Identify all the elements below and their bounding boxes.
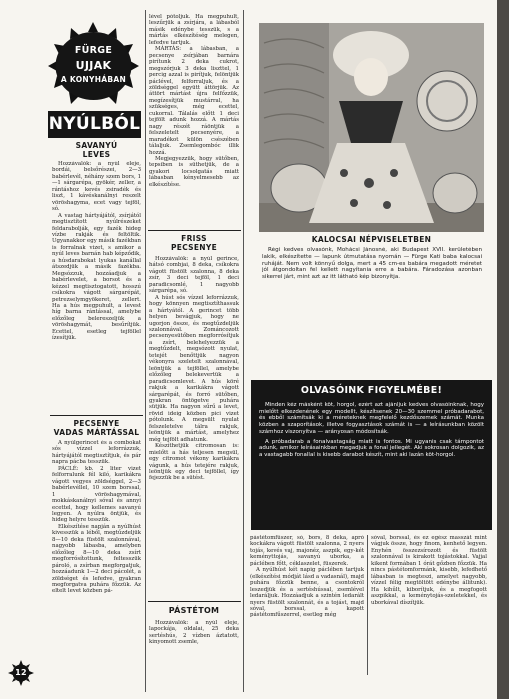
vadas-continued-text: [149, 14, 239, 230]
pastetom-method-col1: [250, 535, 364, 675]
pastetom-ingredients-cont: pástétomfűszer, só, bors, 8 deka, apró kockákra vágott füstölt szalonna, 2 nyers tojás, kevés vaj, majonéz, aszpik, egy-két keményttojás, savanyú uborka, a páclében főtt, céklaszelet, füszerek.: [250, 535, 364, 567]
divider-mid-2: [148, 601, 241, 602]
friss-lemon: Készíthetjük citromosan is: mielőtt a hás teljesen megsül, egy citromot vékony karikákra vágunk, a hús tetejére rakjuk, leöntjük egy deci tejföllel, így fejezzük be a sütést.: [149, 443, 239, 482]
note-oven: Megjegyezzük, hogy sütőben, tepsiben is süthetjük, de a gyakori locsolgatás miatt lábasban kényelmesebb az elkészítése.: [149, 155, 239, 188]
photo-caption-title: KALOCSAI NÉPVISELETBEN: [311, 235, 432, 244]
pastetom-title: PÁSTÉTOM: [168, 606, 220, 615]
logo-text-line2: UJJAK: [75, 59, 112, 72]
page-number: 12: [15, 668, 27, 677]
soup-title-1: SAVANYÚ: [75, 141, 118, 150]
pecsenye-intro: A nyúlgerincet és a combokat sós vízzel leforrázzuk, hártyájától megtisztítjuk, és pár napra pácba tesszük.: [52, 440, 141, 466]
column-separator-3: [367, 535, 368, 675]
divider-left-1: [50, 415, 143, 416]
pastetom-ingredients-text: [149, 620, 239, 670]
logo-text-line3: A KONYHÁBAN: [60, 75, 127, 84]
pastetom-method: A nyúlhúst két napig páclében tartjuk (elkészítési módját lásd a vadasnál), majd puhára főzzük benne, a csontokról leszedjük és a sertéshússal, zsemlével ledaráljuk. Hozzáadjuk a szintén ledarált nyers füstölt szalonnát, és a tojást, majd sóval, borssal, a kapott pástétomfűszerrel, esetleg még: [250, 567, 364, 619]
readers-notice-box: [251, 380, 492, 530]
section-heading-banner: NYÚLBÓL: [48, 111, 141, 138]
photo-caption-body: Régi kedves olvasónk, Mohácsi Jánosné, aki Budapest XVII. kerületében lakik, elkészítette — lapunk útmutatása nyomán — Fürge Kati baba kalocsai ruháját. Nem volt könnyű dolga, mert a 45 cm-es babára megadott méretet jól átgondoltan fel kellett nagyítania erre a babára. Fáradozása azonban sikerrel járt, mint azt az itt látható kép bizonyítja.: [262, 247, 482, 281]
soup-method: A vastag hártyájától, zsírjától megtisztított nyúlrészeket feldarabolják, egy fazék hideg vízbe rakják és feltöltik. Ugyanakkor egy másik fazékban is forralnak vizet, s amikor a nyúl leves barnán hab képződik, a húsdarabokat lyukas kanállal átszedjük a másik fazékba. Megsózzuk, hozzáadjuk a babérlevelet, a borsot és a kézzel megtisztogatott, hosszú csíkokra vágott sárgarépát, petrezselymgyökeret, zellert. Ha a hús megpuhult, a levest híg barna rántással, amelybe előzőleg belereszeljük a vöröshagymát, besűrítjük. Ecettel, esetleg tejföllel ízesítjük.: [52, 212, 141, 342]
soup-recipe-text: [52, 161, 141, 414]
readers-notice-title: OLVASÓINK FIGYELMÉBE!: [300, 385, 443, 396]
pastetom-ingredients: Hozzávalók: a nyúl eleje, lapockája, oldalai, 25 deka sertéshús, 2 vízben áztatott, kinyomott zsemle,: [149, 620, 239, 646]
friss-ingredients: Hozzávalók: a nyúl gerince, hátsó combjai, 8 deka, csíkokra vágott füstölt szalonna, 8 deka zsír, 3 deci tejföl, 1 deci paradicsomlé, 1 nagyobb sárgarépa, só.: [149, 256, 239, 295]
friss-title-2: PECSENYE: [170, 243, 218, 252]
pastetom-method-col2: [371, 535, 487, 675]
readers-notice-text: [259, 402, 484, 526]
pecsenye-pacle: PÁCLÉ: kb. 2 liter vizet felforralunk fél kiló, karikákra vágott vegyes zöldséggel, 2—3 babérlevéllel, 10 szem borssal, 1 vöröshagymával, mokkáskanálnyi sóval és annyi ecettel, hogy kellemes savanyú legyen. A nyúlra öntjük, és hideg helyre tesszük.: [52, 465, 141, 524]
pecsenye-method: Elkészítése napján a nyúlhúst kivesszük a léből, megtűzdeljük 8—10 deka füstölt szalonnával, nagyobb lábasba, amelyben előzőleg 8—10 deka zsírt megforrósítottunk, feltesszük pároló, a zsírban megforgatjuk, hozzáadunk 1—2 deci pácolét, a zöldséget és lefedve, gyakran megforgatva puhára főzzük. Az eltelt levet közben pá-: [52, 523, 141, 595]
readers-notice-p1: Minden kéz másként köt, horgol, ezért azt ajánljuk kedves olvasóinknak, hogy mielőtt elkezdenének egy modellt, készítsenek 20—30 szemmel próbadarabot, és ebből számítsák ki a méreteknek megfelelő kezdőszemek számát. Munka közben a szaporítások, illetve fogyasztások számát is — a leírásunkban közölt számhoz viszonyítva — arányosan módosítsák.: [259, 402, 484, 435]
logo-badge: [46, 20, 141, 108]
logo-text-line1: FÜRGE: [74, 45, 113, 56]
pecsenye-title-2: VADAS MÁRTÁSSAL: [53, 428, 140, 437]
pecsenye-title-1: PECSENYE: [73, 419, 120, 428]
photo-caption-text: [262, 247, 482, 307]
page-gutter: [497, 0, 509, 699]
kalocsa-doll-icon: [259, 23, 484, 232]
sauce-method: MÁRTÁS: a lábasban, a pecsenye zsírjában barnára pirítunk 2 deka cukrot, megszórjuk 3 deka liszttel, 1 percig azzal is pirítjuk, felöntjük páclével, felforraljuk, és a zöldséggel együtt áttörjük. Az áttört mártást újra felfőzzük, megízesítjük mustárral, ha szükséges, még ecettel, cukorral. Tálalás előtt 1 deci tejfölt adunk hozzá. A mártás nagy részét ráöntjük a felszeletelt pecsenyére, a maradékot külön csészében tálaljuk. Zsemlegombóc illik hozzá.: [149, 46, 239, 156]
soup-ingredients: Hozzávalók: a nyúl eleje, bordái, belsőrészei, 2—3 babérlevél, néhány szem bors, 1—1 sárgarépa, gyökér, zeller, a rántáshoz kevés zsiradék és liszt, 1 kávéskanálnyi reszelt vöröshagyma, ecet vagy tejföl, só.: [52, 161, 141, 213]
vadas-continued: lével pótoljuk. Ha megpuhult, leszűrjük a zsírjára, a lábasból másik edénybe tesszük, s a mártás elkészítéség melegen, lefedve tartjuk.: [149, 14, 239, 46]
divider-mid-1: [148, 230, 241, 231]
readers-notice-p2: A próbadarab a fonalvastagság miatt is fontos. Mi ugyanis csak támpontot adunk, amikor leírásainkban megadjuk a fonal jellegét. Aki sokrosan dolgozik, az a vastagabb fonallal is kisebb darabot készít, mint aki lazán köt-horgol.: [259, 438, 484, 458]
page-number-badge: [8, 660, 34, 686]
soup-title-2: LEVES: [82, 150, 111, 159]
friss-title-1: FRISS: [181, 234, 207, 243]
friss-recipe-text: [149, 256, 239, 570]
column-separator-1: [145, 10, 146, 692]
doll-photo: [259, 23, 484, 232]
pastetom-method-cont: sóval, borssal, és ez egész masszát mint vágjuk össze, hogy finom, kenhető legyen. Enyhén összezsírozott és füstölt szalonnával is kirakott tojástokkal. Vajjal kikent formában 1 órát gőzben főzzük. Ha nincs pástétomformánk, kisebb, lefedhető lábasban is megteszi, amelyet nagyobb, vízzel félig megtöltött edénybe állítunk). Ha kihűlt, kiborítjuk, és a megfogott aszpikkal, a keménytojás-szeletekkel, és uborkával díszítjük.: [371, 535, 487, 606]
pecsenye-recipe-text: [52, 440, 141, 664]
friss-method: A húst sós vízzel leforrázzuk, hogy könnyen megtisztíthassuk a hártyától. A gerincet több helyen bevágjuk, hogy ne ugorjon össze, és megtűzdeljük szalonnával. Zománcozott pecsenyesütőben megforrósítjuk a zsírt, belehelyezzük a megtűzdelt, megsózott nyulat, tetejét benőttjük nagyon vékonyra szeletelt szalonnával, leöntjük a tejföllel, amelybe előzőleg belekevertük a paradicsomlevet. A hús köré rakjuk a karikákra vágott sárgarépát, és forró sütőben, gyakran öntögetve puhára sütjük. Ha nagyon sűrű a levet, rövid ideig közben pici vizet pótolunk. A megsült nyulat felszeletelve tálra rakjuk, leöntjük a mártást, amelyhez még tejfölt adhatunk.: [149, 294, 239, 443]
column-separator-2: [243, 10, 244, 692]
